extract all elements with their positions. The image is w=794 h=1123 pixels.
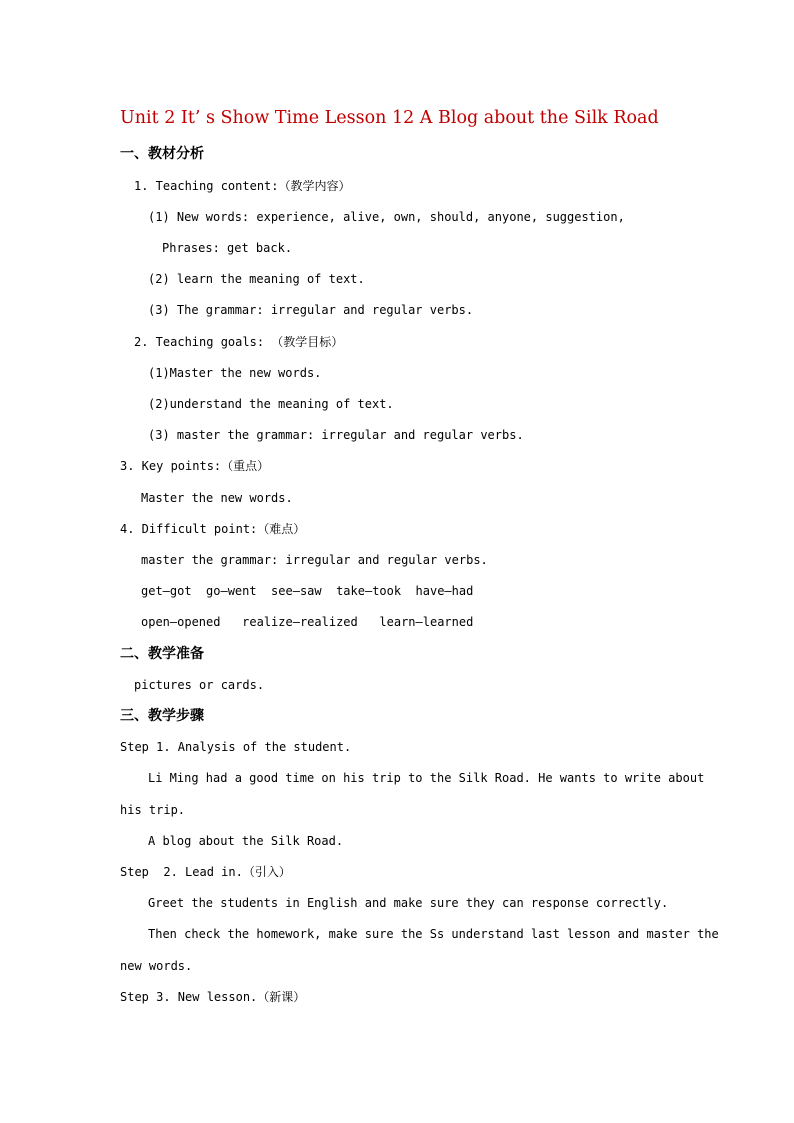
verb-forms-line-2: open—opened realize—realized learn—learned (141, 615, 474, 629)
step-1-paragraph-line-1: Li Ming had a good time on his trip to the Silk Road. He wants to write about (148, 771, 705, 785)
phrases-line: Phrases: get back. (162, 241, 293, 255)
new-words-line: (1) New words: experience, alive, own, should, anyone, suggestion, (148, 210, 625, 224)
goal-item-1: (1)Master the new words. (148, 366, 322, 380)
step-2-homework-line-1: Then check the homework, make sure the Ss understand last lesson and master the (148, 927, 719, 941)
step-2-greet-line: Greet the students in English and make sure they can response correctly. (148, 896, 669, 910)
key-points-label: 3. Key points:（重点） (120, 459, 270, 473)
section-heading-material-analysis: 一、教材分析 (120, 146, 204, 162)
verb-forms-line-1: get—got go—went see—saw take—took have—had (141, 584, 474, 598)
section-heading-preparation: 二、教学准备 (120, 646, 204, 662)
content-item-2: (2) learn the meaning of text. (148, 272, 365, 286)
key-points-text: Master the new words. (141, 491, 293, 505)
teaching-content-label: 1. Teaching content:（教学内容） (134, 179, 351, 193)
section-heading-teaching-steps: 三、教学步骤 (120, 708, 204, 724)
step-1-label: Step 1. Analysis of the student. (120, 740, 352, 754)
step-2-label: Step 2. Lead in.（引入） (120, 865, 291, 879)
document-title: Unit 2 It’ s Show Time Lesson 12 A Blog about the Silk Road (120, 108, 659, 128)
step-2-homework-line-2: new words. (120, 959, 193, 973)
goal-item-3: (3) master the grammar: irregular and regular verbs. (148, 428, 524, 442)
step-1-blog-line: A blog about the Silk Road. (148, 834, 344, 848)
content-item-3: (3) The grammar: irregular and regular verbs. (148, 303, 474, 317)
step-3-label: Step 3. New lesson.（新课） (120, 990, 306, 1004)
goal-item-2: (2)understand the meaning of text. (148, 397, 394, 411)
preparation-text: pictures or cards. (134, 678, 265, 692)
difficult-point-label: 4. Difficult point:（难点） (120, 522, 306, 536)
teaching-goals-label: 2. Teaching goals: （教学目标） (134, 335, 344, 349)
difficult-point-text: master the grammar: irregular and regular verbs. (141, 553, 488, 567)
step-1-paragraph-line-2: his trip. (120, 803, 186, 817)
